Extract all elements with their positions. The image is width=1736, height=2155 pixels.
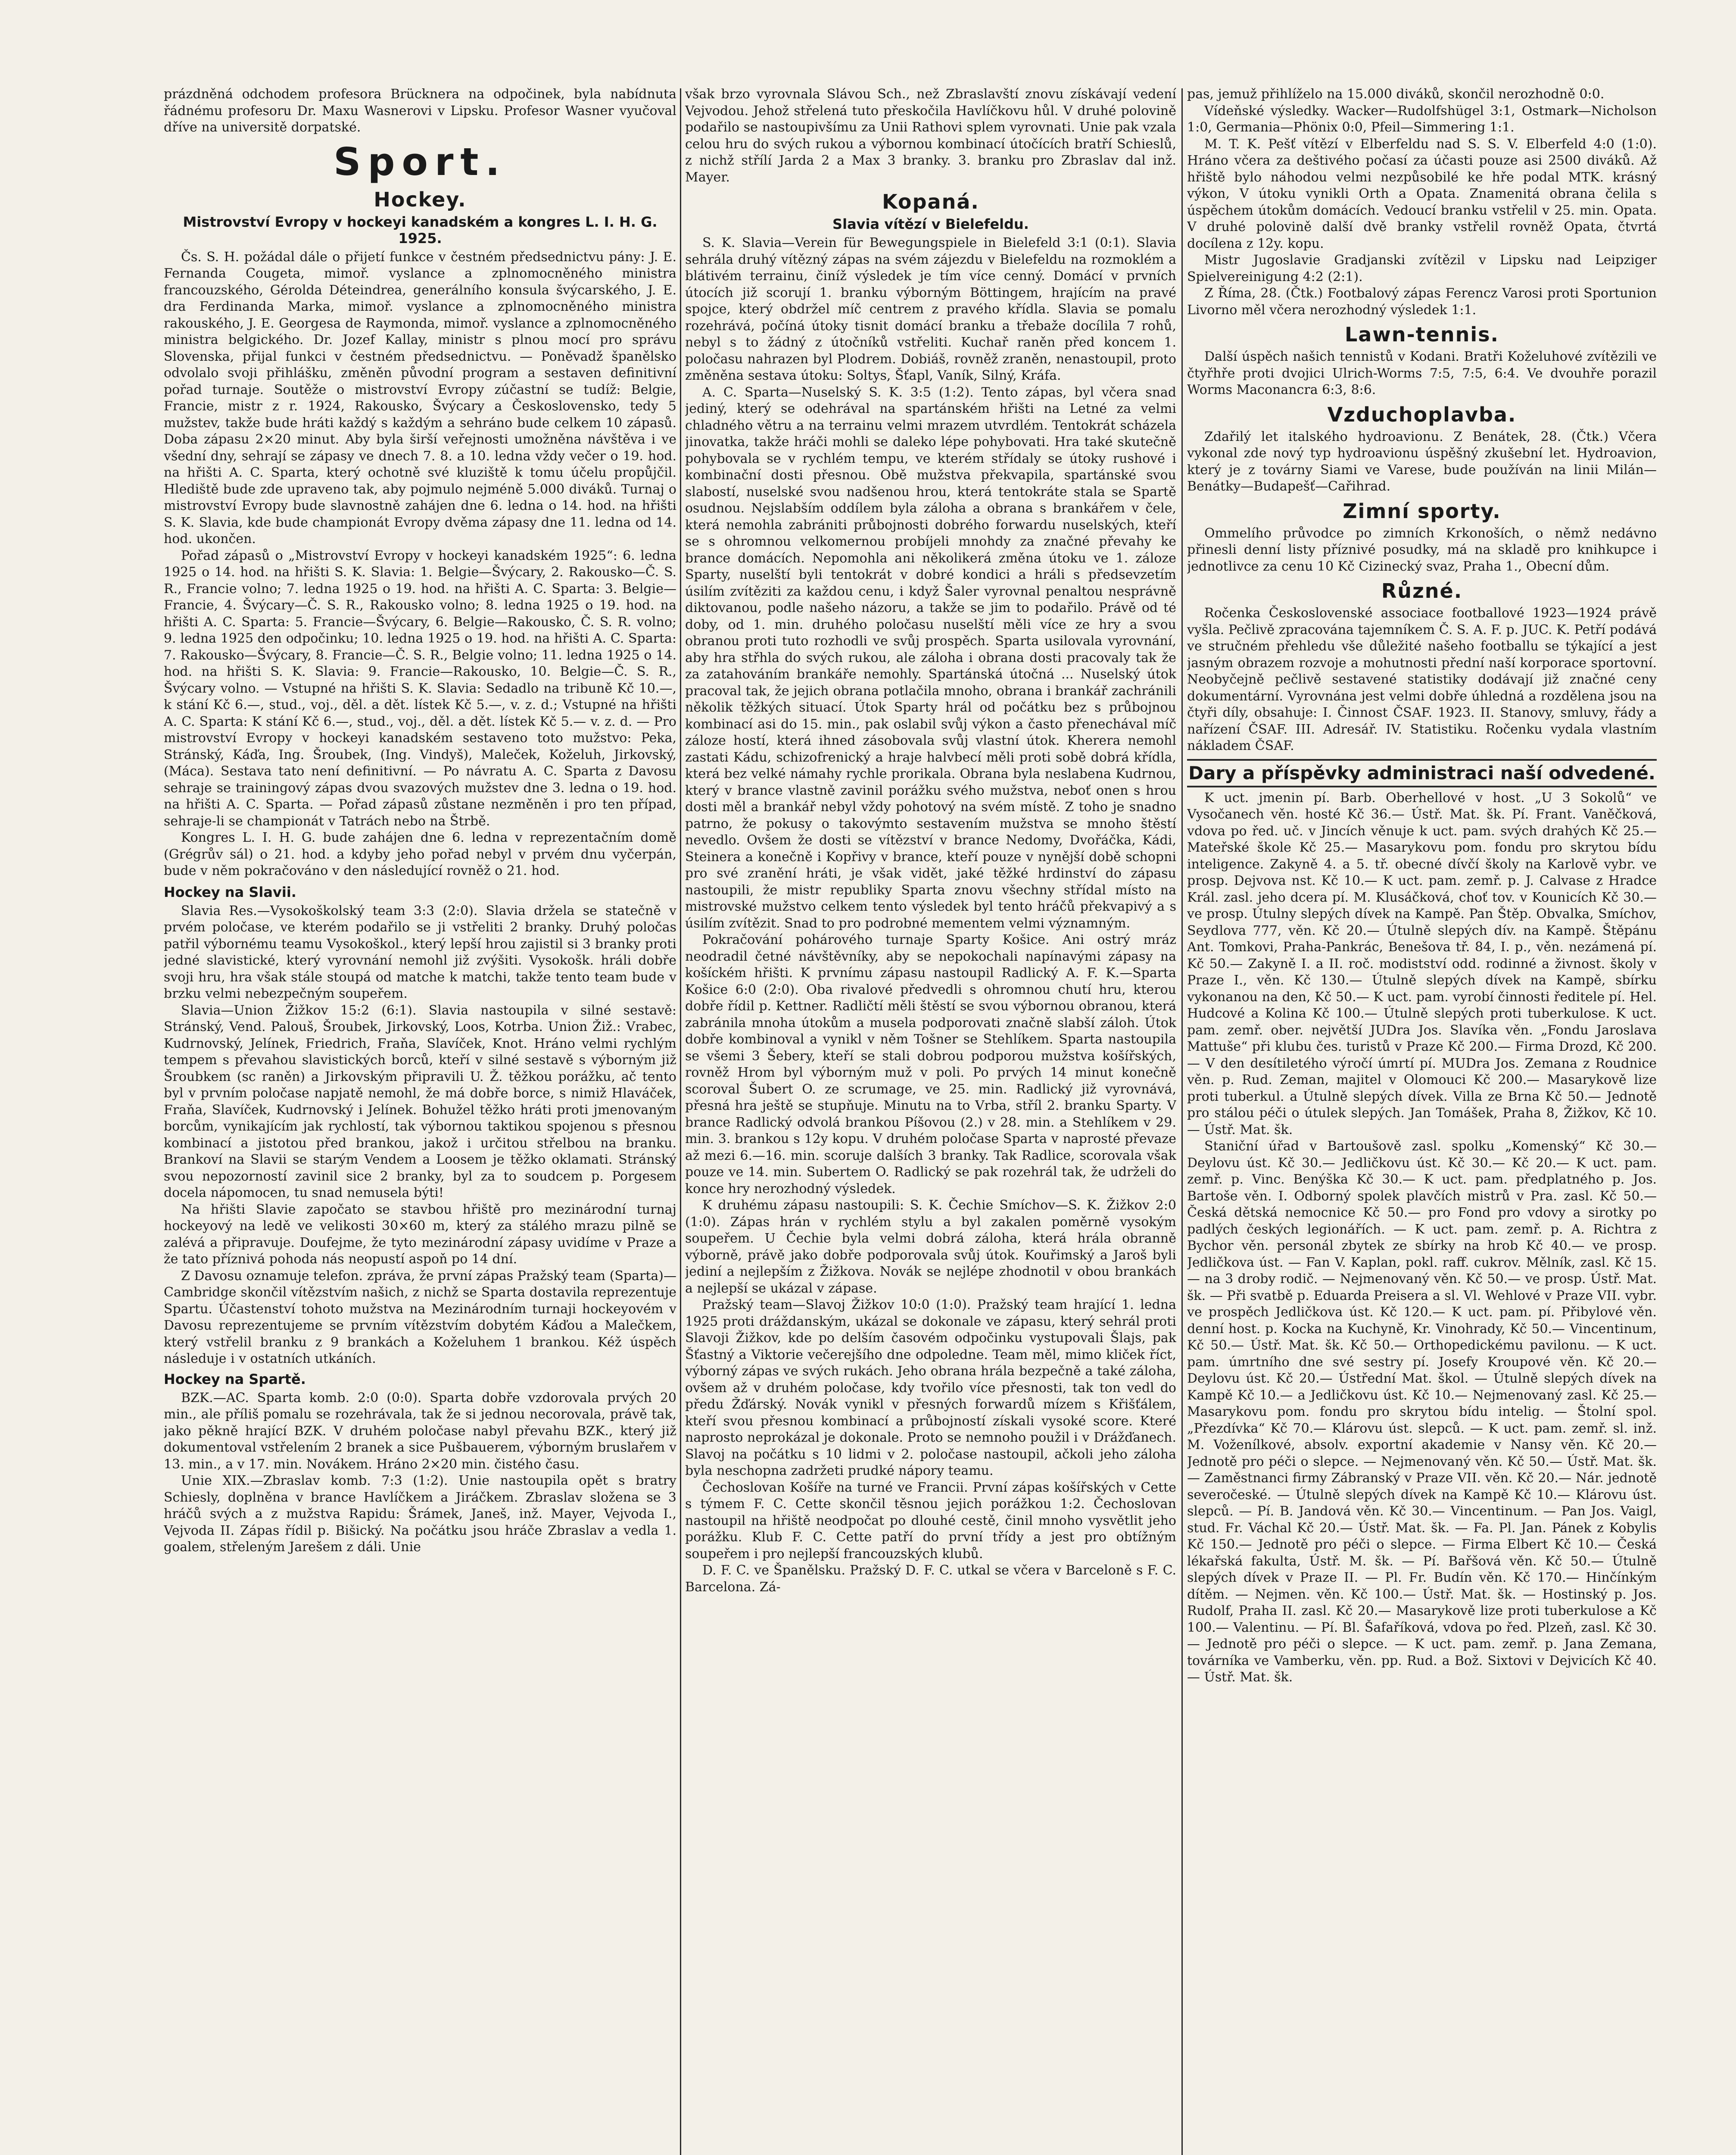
column-rule (1181, 88, 1183, 2155)
article-paragraph: K druhému zápasu nastoupili: S. K. Čechie Smíchov—S. K. Žižkov 2:0 (1:0). Zápas hrán v rychlém stylu a byl zakalen poměrně vysokým soupeřem. U Čechie byla velmi dobrá záloha, která hrála obranně výborně, právě jako dobře podporovala svůj útok. Kouřimský a Jaroš byli jediní a nejlepším z Žižkova. Novák se nejlépe zhodnotil v obou brankách a nejlepší se ukázal v zápase. (685, 1198, 1176, 1296)
article-paragraph: Pořad zápasů o „Mistrovství Evropy v hockeyi kanadském 1925“: 6. ledna 1925 o 14. hod. na hřišti S. K. Slavia: 1. Belgie—Švýcary, 2. Rakousko—Č. S. R., Francie volno; 7. ledna 1925 o 19. hod. na hřišti A. C. Sparta: 3. Belgie—Francie, 4. Švýcary—Č. S. R., Rakousko volno; 8. ledna 1925 o 19. hod. na hřišti A. C. Sparta: 5. Francie—Švýcary, 6. Belgie—Rakousko, Č. S. R. volno; 9. ledna 1925 den odpočinku; 10. ledna 1925 o 19. hod. na hřišti A. C. Sparta: 7. Rakousko—Švýcary, 8. Francie—Č. S. R., Belgie volno; 11. ledna 1925 o 14. hod. na hřišti S. K. Slavia: 9. Francie—Rakousko, 10. Belgie—Č. S. R., Švýcary volno. — Vstupné na hřišti S. K. Slavia: Sedadlo na tribuně Kč 10.—, k stání Kč 6.—, stud., voj., děl. a dět. lístek Kč 5.—, v. z. d.; Vstupné na hřišti A. C. Sparta: K stání Kč 6.—, stud., voj., děl. a dět. lístek Kč 5.— v. z. d. — Pro mistrovství Evropy v hockeyi kanadském sestaveno toto mužstvo: Peka, Stránský, Káďa, Ing. Šroubek, (Ing. Vindyš), Maleček, Koželuh, Jirkovský, (Máca). Sestava tato není definitivní. — Po návratu A. C. Sparta z Davosu sehraje se trainingový zápas dvou svazových mužstev dne 3. ledna o 19. hod. na hřišti A. C. Sparta. — Pořad zápasů zůstane nezměněn i pro ten případ, sehraje-li se championát v Tatrách nebo na Štrbě. (164, 548, 676, 829)
article-paragraph: Ommelího průvodce po zimních Krkonoších, o němž nedávno přinesli denní listy příznivé posudky, má na skladě pro knihkupce i jednotlivce za cenu 10 Kč Cizinecký svaz, Praha 1., Obecní dům. (1187, 525, 1657, 574)
football-heading: Kopaná. (882, 190, 979, 213)
donations-heading: Dary a příspěvky administraci naší odvedené. (1187, 759, 1657, 787)
column-1 (164, 86, 676, 2155)
sparte-heading: Hockey na Spartě. (164, 1371, 306, 1387)
slavii-heading: Hockey na Slavii. (164, 884, 296, 900)
lawn-tennis-heading: Lawn-tennis. (1345, 323, 1499, 346)
article-paragraph: Čechoslovan Košíře na turné ve Francii. První zápas košířských v Cette s týmem F. C. Cette skončil těsnou jejich porážkou 1:2. Čechoslovan nastoupil na hřiště neodpočat po dlouhé cestě, činil mnoho vysvětlit jeho porážku. Klub F. C. Cette patří do první třídy a jest pro obtížným soupeřem i pro nejlepší francouzských klubů. (685, 1480, 1176, 1562)
article-paragraph: BZK.—AC. Sparta komb. 2:0 (0:0). Sparta dobře vzdorovala prvých 20 min., ale příliš pomalu se rozehrávala, tak že si jednou necorovala, právě tak, jako pěkně hrající BZK. V druhém poločase nabyl převahu BZK., který již dokumentoval vstřelením 2 branek a sice Pušbauerem, výborným bruslařem v 13. min., a v 17. min. Novákem. Hráno 2×20 min. čistého času. (164, 1390, 676, 1472)
article-paragraph: Slavia—Union Žižkov 15:2 (6:1). Slavia nastoupila v silné sestavě: Stránský, Vend. Palouš, Šroubek, Jirkovský, Loos, Kotrba. Union Žiž.: Vrabec, Kudrnovský, Jelínek, Friedrich, Fraňa, Slavíček, Knot. Hráno velmi rychlým tempem s převahou slavistických borců, kteří v silné sestavě s výborným již Šroubkem (sc raněn) a Jirkovským připravili U. Ž. těžkou porážku, ač tento byl v prvním poločase napjatě nemohl, že má dobře borce, s nimiž Hlaváček, Fraňa, Slavíček, Kudrnovský i Jelínek. Bohužel těžko hráti proti jmenovaným borcům, vynikajícím jak rychlostí, tak výbornou taktikou spojenou s přesnou kombinací a jistotou před brankou, jakož i určitou střelbou na branku. Brankoví na Slavii se starým Vendem a Loosem je těžko oklamati. Stránský svou nepozorností zavinil sice 2 branky, byl za to soudcem p. Porgesem docela nápomocen, tu snad nemusela býti! (164, 1003, 676, 1200)
bielefeld-heading: Slavia vítězí v Bielefeldu. (832, 216, 1029, 232)
article-paragraph: však brzo vyrovnala Slávou Sch., než Zbraslavští znovu získávají vedení Vejvodou. Jehož střelená tuto přeskočila Havlíčkovu hůl. V druhé polovině podařilo se nastoupivšímu za Unii Rathovi splem vyrovnati. Unie pak vzala celou hru do svých rukou a výbornou kombinací útočících bratří Schieslů, z nichž střílí Jarda 2 a Max 3 branky. 3. branku pro Zbraslav dal inž. Mayer. (685, 87, 1176, 185)
article-paragraph: A. C. Sparta—Nuselský S. K. 3:5 (1:2). Tento zápas, byl včera snad jediný, který se odehrával na spartánském hřišti na Letné za velmi chladného větru a na terrainu velmi mrazem utvrdlém. Tentokrát scházela jinovatka, takže hráči mohli se daleko lépe pohybovati. Hra také skutečně pohybovala se v rychlém tempu, ve kterém střídaly se útoky rushové i kombinační dosti přesnou. Obě mužstva překvapila, spartánské svou slabostí, nuselské svou nadšenou hrou, která tentokráte stala se Spartě osudnou. Nejslabším oddílem byla záloha a obrana s brankářem v čele, která nemohla zabrániti průbojnosti dobrého forwardu nuselských, kteří se s ohromnou velkomernou probíjeli mnohdy za značné převahy ke brance domácích. Nepomohla ani několikerá změna útoku ve 1. záloze Sparty, nuselští byli tentokrát v dobré kondici a hráli s předsevzetím úsilím zvítěziti za každou cenu, i když Šaler vyrovnal penaltou nesprávně diktovanou, podle našeho názoru, a takže se jim to podařilo. Právě od té doby, od 1. min. druhého poločasu nuselští měli více ze hry a svou obranou proti tuto rozhodli ve svůj prospěch. Sparta usilovala vyrovnání, aby hra střhla do svých rukou, ale záloha i obrana dosti pracovaly tak že za zatahováním brankáře nemohly. Spartánská útočná ... Nuselský útok pracoval tak, že jejich obrana potlačila mnoho, obrana i brankář zachránili několik těžkých situací. Útok Sparty hrál od počátku bez s průbojnou kombinací asi do 15. min., pak oslabil svůj výkon a často přenechával míč záloze hostí, která ihned zásobovala svůj vlastní útok. Kherera nemohl zastati Kádu, schizofrenický a hraje halvbecí měli proti sobě dobrá křídla, která bez velké námahy rychle prorikala. Obrana byla neslabena Kudrnou, který v brance vlastně zavinil porážku svého mužstva, neboť onen s hrou dosti měl a brankář nebyl vždy pohotový na svém místě. Z toho je snadno patrno, že pokusy o takovýmto sestavením mužstva se mnoho štěstí nevedlo. Ovšem že dosti se vítězství v brance Nedomy, Dvořáčka, Kádi, Steinera a konečně i Kopřivy v brance, kteří pouze v nynější době schopni pro své zranění hráti, je však vidět, jaké těžké hrdinství do zápasu nastoupili, že mistr republiky Sparta znovu všechny střídal místo na mistrovské mužstvo celkem tento výsledek byl tento hráčů překvapivý a s úsilím zvítězit. Snad to pro podrobné mementem velmi významným. (685, 384, 1176, 931)
column-3 (1187, 86, 1657, 2155)
article-paragraph: Čs. S. H. požádal dále o přijetí funkce v čestném předsednictvu pány: J. E. Fernanda Cougeta, mimoř. vyslance a zplnomocněného ministra francouzského, Gérolda Déteindrea, generálního konsula švýcarského, J. E. dra Ferdinanda Marka, mimoř. vyslance a zplnomocněného ministra rakouského, J. E. Georgesa de Raymonda, mimoř. vyslance a zplnomocněného ministra belgického. Dr. Jozef Kallay, ministr s plnou mocí pro správu Slovenska, přijal funkci v čestném předsednictvu. — Poněvadž španělsko odvolalo svoji přihlášku, změněn původní program a sestaven definitivní pořad turnaje. Soutěže o mistrovství Evropy zúčastní se tudíž: Belgie, Francie, mistr z r. 1924, Rakousko, Švýcary a Československo, tedy 5 mužstev, takže bude hráti každý s každým a sehráno bude celkem 10 zápasů. Doba zápasu 2×20 minut. Aby byla širší veřejnosti umožněna návštěva i ve všední dny, sehrají se zápasy ve dnech 7. 8. a 10. ledna vždy večer o 19. hod. na hřišti A. C. Sparta, který ochotně své kluziště k tomu účelu propůjčil. Hlediště bude zde upraveno tak, aby pojmulo nejméně 5.000 diváků. Turnaj o mistrovství Evropy bude slavnostně zahájen dne 6. ledna o 14. hod. na hřišti S. K. Slavia, kde bude championát Evropy dvěma zápasy dne 11. ledna od 14. hod. ukončen. (164, 249, 676, 547)
donations-paragraph: K uct. jmenin pí. Barb. Oberhellové v host. „U 3 Sokolů“ ve Vysočanech věn. hosté Kč 36.— Ústř. Mat. šk. Pí. Frant. Vaněčková, vdova po řed. uč. v Jincích věnuje k uct. pam. svých drahých Kč 25.— Mateřské škole Kč 25.— Masarykovu pom. fondu pro skrytou bídu inteligence. Zakyně 4. a 5. tř. obecné dívčí školy na Karlově vybr. ve prosp. Dejvova nst. Kč 10.— K uct. pam. zemř. p. J. Calvase z Hradce Král. zasl. jeho dcera pí. M. Klusáčková, choť tov. v Kounicích Kč 30.— ve prosp. Útulny slepých dívek na Kampě. Pan Štěp. Obvalka, Smíchov, Seydlova 777, věn. Kč 20.— Útulně slepých dív. na Kampě. Štěpánu Ant. Tomkovi, Praha-Pankrác, Benešova tř. 84, I. p., věn. nezámená pí. Kč 50.— Zakyně I. a II. roč. modistství odd. rodinné a živnost. školy v Praze I., věn. Kč 130.— Útulně slepých dívek na Kampě, sbírku vykonanou na den, Kč 50.— K uct. pam. vyrobí činnosti ředitele pí. Hel. Hudcové a Kolina Kč 100.— Útulně slepých proti tuberkulose. K uct. pam. zemř. ober. největší JUDra Jos. Slavíka věn. „Fondu Jaroslava Mattuše“ při klubu čes. turistů v Praze Kč 200.— Firma Drozd, Kč 200.— V den desítiletého výročí úmrtí pí. MUDra Jos. Zemana z Roudnice věn. p. Rud. Zeman, majitel v Olomouci Kč 200.— Masarykově lize proti tuberkul. a Útulně slepých dívek. Villa ze Brna Kč 50.— Jednotě pro stálou péči o útulek slepých. Jan Tomášek, Praha 8, Žižkov, Kč 10.— Ústř. Mat. šk. (1187, 790, 1657, 1137)
section-title: Sport. (333, 139, 507, 184)
article-paragraph: Slavia Res.—Vysokoškolský team 3:3 (2:0). Slavia držela se statečně v prvém poločase, ve kterém podařilo se ji vstřeliti 2 branky. Druhý poločas patřil výbornému teamu Vysokoškol., který lepší hrou zajistil si 3 branky proti jedné slavistické, který vyrovnání nemohl již zvýšiti. Vysokošk. hráli dobře svoji hru, hra však stále stoupá od matche k matchi, takže tento team bude v brzku velmi nebezpečným soupeřem. (164, 903, 676, 1001)
article-paragraph: Ročenka Československé associace footballové 1923—1924 právě vyšla. Pečlivě zpracována tajemníkem Č. S. A. F. p. JUC. K. Petří podává ve stručném přehledu vše důležité našeho footballu se týkající a jest jasným obrazem rozvoje a mohutnosti přední naší korporace sportovní. Neobyčejně pečlivě sestavené statistiky dodávají již značné ceny dokumentární. Vyrovnána jest velmi dobře úhledná a rozdělena jsou na čtyři díly, obsahuje: I. Činnost ČSAF. 1923. II. Stanovy, smluvy, řády a nařízení ČSAF. III. Adresář. IV. Statistiku. Ročenku vydala vlastním nákladem ČSAF. (1187, 606, 1657, 753)
article-paragraph: Další úspěch našich tennistů v Kodani. Bratři Koželuhové zvítězili ve čtyřhře proti dvojici Ulrich-Worms 7:5, 7:5, 6:4. Ve dvouhře porazil Worms Maconancra 6:3, 8:6. (1187, 349, 1657, 397)
article-paragraph: pas, jemuž přihlíželo na 15.000 diváků, skončil nerozhodně 0:0. (1187, 87, 1605, 102)
misc-heading: Různé. (1381, 579, 1463, 603)
hockey-heading: Hockey. (374, 187, 467, 211)
article-paragraph: Kongres L. I. H. G. bude zahájen dne 6. ledna v reprezentačním domě (Grégrův sál) o 21. hod. a kdyby jeho pořad nebyl v prvém dnu vyčerpán, bude v něm pokračováno v den následující rovněž o 21. hod. (164, 830, 676, 878)
article-paragraph: M. T. K. Pešť vítězí v Elberfeldu nad S. S. V. Elberfeld 4:0 (1:0). Hráno včera za deštivého počasí za účasti pouze asi 2500 diváků. Až hřiště bylo náhodou velmi nezpůsobilé ke hře podal MTK. krásný výkon, V útoku vynikli Orth a Opata. Znamenitá obrana čelila s úspěchem útokům domácích. Vedoucí branku vstřelil v 25. min. Opata. V druhé polovině další dvě branky vstřelil rovněž Opata, čtvrtá docílena z 12y. kopu. (1187, 136, 1657, 251)
intro-paragraph: prázdněná odchodem profesora Brücknera na odpočinek, byla nabídnuta řádnému profesoru Dr. Maxu Wasnerovi v Lipsku. Profesor Wasner vyučoval dříve na universitě dorpatské. (164, 87, 676, 135)
donations-paragraph: Staniční úřad v Bartoušově zasl. spolku „Komenský“ Kč 30.— Deylovu úst. Kč 30.— Jedličkovu úst. Kč 30.— Kč 20.— K uct. pam. zemř. p. Vinc. Benýška Kč 30.— K uct. pam. předplatného p. Jos. Bartoše věn. I. Odborný spolek plavčích mistrů v Pra. zasl. Kč 50.— Česká dětská nemocnice Kč 50.— pro Fond pro vdovy a sirotky po padlých českých legionářích. — K uct. pam. zemř. p. A. Richtra z Bychor věn. personál zbytek ze sbírky na hrob Kč 40.— ve prosp. Jedličkova úst. — Fan V. Kaplan, pokl. raff. cukrov. Mělník, zasl. Kč 15.— na 3 droby rodič. — Nejmenovaný věn. Kč 50.— ve prosp. Ústř. Mat. šk. — Při svatbě p. Eduarda Preisera a sl. Vl. Wehlové v Praze VII. vybr. ve prospěch Jedličkova úst. Kč 120.— K uct. pam. pí. Přibylové věn. denní host. p. Kocka na Kuchyně, Kr. Vinohrady, Kč 50.— Vincentinum, Kč 50.— Ústř. Mat. šk. Kč 50.— Orthopedickému pavilonu. — K uct. pam. úmrtního dne své sestry pí. Josefy Kroupové věn. Kč 20.— Deylovu úst. Kč 20.— Ústřední Mat. škol. — Útulně slepých dívek na Kampě Kč 10.— a Jedličkovu úst. Kč 10.— Nejmenovaný zasl. Kč 25.— Masarykovu pom. fondu pro skrytou bídu intelig. — Štolní spol. „Přezdívka“ Kč 70.— Klárovu úst. slepců. — K uct. pam. zemř. sl. inž. M. Voženílkové, absolv. exportní akademie v Nansy věn. Kč 20.— Jednotě pro péči o slepce. — Nejmenovaný věn. Kč 50.— Ústř. Mat. šk. — Zaměstnanci firmy Zábranský v Praze VII. věn. Kč 20.— Nár. jednotě severočeské. — Útulně slepých dívek na Kampě Kč 10.— Klárovu úst. slepců. — Pí. B. Jandová věn. Kč 30.— Vincentinum. — Pan Jos. Vaigl, stud. Fr. Váchal Kč 20.— Ústř. Mat. šk. — Fa. Pl. Jan. Pánek z Kobylis Kč 150.— Jednotě pro péči o slepce. — Firma Elbert Kč 10.— Česká lékařská fakulta, Ústř. M. šk. — Pí. Bařšová věn. Kč 50.— Útulně slepých dívek v Praze II. — Pl. Fr. Budín věn. Kč 170.— Hinčínkým dítěm. — Nejmen. věn. Kč 100.— Ústř. Mat. šk. — Hostinský p. Jos. Rudolf, Praha II. zasl. Kč 20.— Masarykově lize proti tuberkulose a Kč 100.— Valentinu. — Pí. Bl. Šafaříková, vdova po řed. Plzeň, zasl. Kč 30.— Jednotě pro péči o slepce. — K uct. pam. zemř. p. Jana Zemana, továrníka ve Vamberku, věn. pp. Rud. a Bož. Sixtovi v Dejvicích Kč 40.— Ústř. Mat. šk. (1187, 1139, 1657, 1685)
article-paragraph: D. F. C. ve Španělsku. Pražský D. F. C. utkal se včera v Barceloně s F. C. Barcelona. Zá- (685, 1563, 1176, 1595)
article-paragraph: Pražský team—Slavoj Žižkov 10:0 (1:0). Pražský team hrající 1. ledna 1925 proti dráždanským, ukázal se dokonale ve zápasu, který sehrál proti Slavoji Žižkov, kde po delším časovém odpočinku vystupovali Šlajs, pak Šťastný a Viktorie večerejšího dne odpoledne. Team měl, mimo kliček říct, výborný zápas ve svých rukách. Jeho obrana hrála bezpečně a také záloha, ovšem až v druhém poločase, kdy tvořilo více přesnosti, tak ton vedl do předu Žďárský. Novák vynikl v přesných forwardů mízem s Křišťálem, kteří svou přesnou kombinací a průbojností získali vysoké score. Které naprosto neprokázal je dokonale. Proto se nemnoho použil i v Drážďanech. Slavoj na počátku s 10 lidmi v 2. poločase nastoupil, ačkoli jeho záloha byla neschopna zadržeti prudké nápory teamu. (685, 1297, 1176, 1478)
article-paragraph: Pokračování pohárového turnaje Sparty Košice. Ani ostrý mráz neodradil četné návštěvníky, aby se nepokochali napínavými zápasy na košíckém hřišti. K prvnímu zápasu nastoupil Radlický A. F. K.—Sparta Košice 6:0 (2:0). Oba rivalové předvedli s ohromnou chutí hru, kterou dobře řídil p. Kettner. Radličtí měli štěstí se svou výbornou obranou, která zabránila mnoha útokům a musela podporovati značně slabší záloh. Útok dobře kombinoval a vynikl v něm Tošner se Stehlíkem. Sparta nastoupila se všemi 3 Šebery, kteří se stali dobrou podporou mužstva košířských, rovněž Hrom byl výborným muž v poli. Po prvých 14 minut konečně scoroval Šubert O. ze scrumage, ve 25. min. Radlický již vyrovnává, přesná hra ještě se stupňuje. Minutu na to Vrba, stříl 2. branku Sparty. V brance Radlický odvolá brankou Píšovou (2.) v 28. min. a Stehlíkem v 29. min. 3. brankou s 12y kopu. V druhém poločase Sparta v naprosté převaze až mezi 6.—16. min. scoruje dalších 3 branky. Tak Radlice, scorovala však pouze ve 14. min. Subertem O. Radlický se pak rozehrál tak, že udrželi do konce hry nerozhodný výsledek. (685, 932, 1176, 1196)
article-paragraph: Mistr Jugoslavie Gradjanski zvítězil v Lipsku nad Leipziger Spielvereinigung 4:2 (2:1). (1187, 253, 1657, 284)
article-paragraph: S. K. Slavia—Verein für Bewegungspiele in Bielefeld 3:1 (0:1). Slavia sehrála druhý vítězný zápas na svém zájezdu v Bielefeldu na rozmoklém a blátivém terrainu, činíž výsledek je tím více cenný. Domácí v prvních útocích již scorují 1. branku výborným Böttingem, hrajícím na pravé spojce, který obdržel míč centrem z pravého křídla. Slavia se pomalu rozehrává, počíná útoky tisnit domácí branku a třebaže docílila 7 rohů, nebyl s to žádný z útočníků vstřeliti. Kuchař raněn před koncem 1. poločasu nahrazen byl Plodrem. Dobiáš, rovněž zraněn, nenastoupil, proto změněna sestava útoku: Soltys, Šťapl, Vaník, Silný, Kráfa. (685, 235, 1176, 383)
article-paragraph: Na hřišti Slavie započato se stavbou hřiště pro mezinárodní turnaj hockeyový na ledě ve velikosti 30×60 m, který za stálého mrazu pilně se zalévá a připravuje. Doufejme, že tyto mezinárodní zápasy uvidíme v Praze a že tato příznivá pohoda nás neopustí aspoň po 14 dní. (164, 1202, 676, 1267)
winter-sports-heading: Zimní sporty. (1343, 499, 1501, 523)
article-paragraph: Zdařilý let italského hydroavionu. Z Benátek, 28. (Čtk.) Včera vykonal zde nový typ hydroavionu úspěšný zkušební let. Hydroavion, který je z továrny Siami ve Varese, bude používán na linii Milán—Benátky—Budapešť—Cařihrad. (1187, 429, 1657, 494)
column-rule (680, 88, 681, 2155)
article-paragraph: Unie XIX.—Zbraslav komb. 7:3 (1:2). Unie nastoupila opět s bratry Schiesly, doplněna v brance Havlíčkem a Jiráčkem. Zbraslav složena se 3 hráčů svých a z mužstva Rapidu: Šrámek, Janeš, inž. Mayer, Vejvoda I., Vejvoda II. Zápas řídil p. Bišický. Na počátku jsou hráče Zbraslav a vedla 1. goalem, střeleným Jarešem z dáli. Unie (164, 1473, 676, 1555)
article-paragraph: Vídeňské výsledky. Wacker—Rudolfshügel 3:1, Ostmark—Nicholson 1:0, Germania—Phönix 0:0, Pfeil—Simmering 1:1. (1187, 103, 1657, 135)
aviation-heading: Vzduchoplavba. (1327, 403, 1517, 426)
column-2 (685, 86, 1176, 2155)
euro-heading: Mistrovství Evropy v hockeyi kanadském a kongres L. I. H. G. 1925. (183, 213, 658, 247)
article-paragraph: Z Říma, 28. (Čtk.) Footbalový zápas Ferencz Varosi proti Sportunion Livorno měl včera nerozhodný výsledek 1:1. (1187, 286, 1657, 318)
article-paragraph: Z Davosu oznamuje telefon. zpráva, že první zápas Pražský team (Sparta)—Cambridge skončil vítězstvím našich, z nichž se Sparta dostavila reprezentuje Spartu. Účastenství tohoto mužstva na Mezinárodním turnaji hockeyovém v Davosu reprezentujeme se prvním vítězstvím dobytém Káďou a Malečkem, který vstřelil branku z 9 brankách a Koželuhem 1 brankou. Kéž úspěch následuje i v ostatních utkáních. (164, 1268, 676, 1366)
